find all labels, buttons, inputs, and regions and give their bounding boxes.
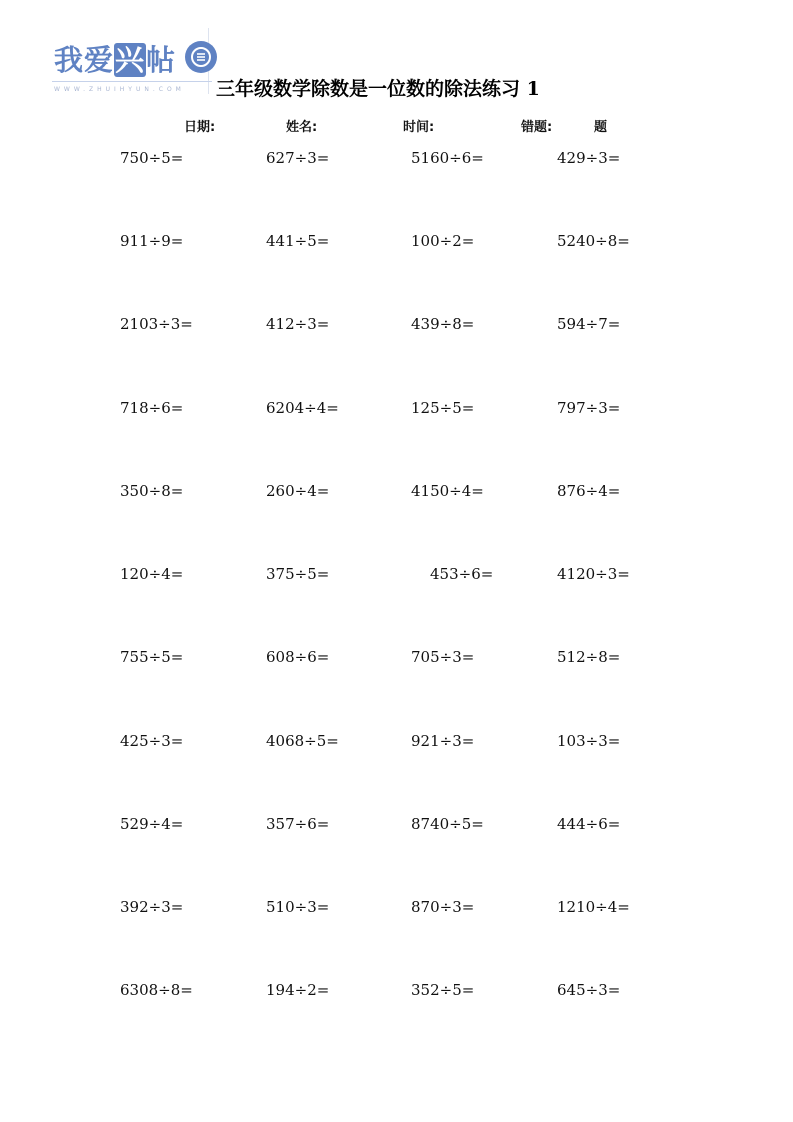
problem: 125÷5= <box>411 399 475 417</box>
logo-brand-text <box>54 38 176 79</box>
problem: 120÷4= <box>120 565 184 583</box>
problem: 4120÷3= <box>557 565 630 583</box>
problem: 429÷3= <box>557 149 621 167</box>
problem: 876÷4= <box>557 482 621 500</box>
problem: 755÷5= <box>120 648 184 666</box>
problem: 645÷3= <box>557 981 621 999</box>
problem: 444÷6= <box>557 815 621 833</box>
problem: 6204÷4= <box>266 399 339 417</box>
problem: 194÷2= <box>266 981 330 999</box>
problem: 797÷3= <box>557 399 621 417</box>
problem: 6308÷8= <box>120 981 193 999</box>
logo-rule <box>52 81 212 82</box>
problem: 529÷4= <box>120 815 184 833</box>
problem: 921÷3= <box>411 732 475 750</box>
errors-unit: 题 <box>594 120 608 135</box>
problem: 911÷9= <box>120 232 184 250</box>
problem: 2103÷3= <box>120 315 193 333</box>
logo-url: WWW.ZHUIHYUN.COM <box>54 86 185 93</box>
problem: 441÷5= <box>266 232 330 250</box>
name-label: 姓名: <box>286 120 318 135</box>
logo-brand-part-a: 我爱 <box>54 43 115 77</box>
time-label: 时间: <box>403 120 435 135</box>
problem: 4068÷5= <box>266 732 339 750</box>
problem: 260÷4= <box>266 482 330 500</box>
logo-brand-part-b: 帖 <box>146 43 177 77</box>
problem: 453÷6= <box>430 565 494 583</box>
problem: 375÷5= <box>266 565 330 583</box>
problem: 350÷8= <box>120 482 184 500</box>
logo-brand-highlight: 兴 <box>115 43 146 77</box>
problem: 510÷3= <box>266 898 330 916</box>
errors-label: 错题: <box>521 120 553 135</box>
problem: 5240÷8= <box>557 232 630 250</box>
problem: 5160÷6= <box>411 149 484 167</box>
page-title: 三年级数学除数是一位数的除法练习 1 <box>216 78 540 100</box>
problem: 512÷8= <box>557 648 621 666</box>
problem: 352÷5= <box>411 981 475 999</box>
problem: 594÷7= <box>557 315 621 333</box>
problem: 705÷3= <box>411 648 475 666</box>
problem: 718÷6= <box>120 399 184 417</box>
problem: 870÷3= <box>411 898 475 916</box>
problem: 608÷6= <box>266 648 330 666</box>
problem: 627÷3= <box>266 149 330 167</box>
problem: 750÷5= <box>120 149 184 167</box>
date-label: 日期: <box>184 120 216 135</box>
problem: 425÷3= <box>120 732 184 750</box>
problem: 1210÷4= <box>557 898 630 916</box>
problem: 8740÷5= <box>411 815 484 833</box>
problem: 357÷6= <box>266 815 330 833</box>
problem: 439÷8= <box>411 315 475 333</box>
problem: 4150÷4= <box>411 482 484 500</box>
problem: 412÷3= <box>266 315 330 333</box>
problem: 100÷2= <box>411 232 475 250</box>
problem: 103÷3= <box>557 732 621 750</box>
logo-badge-icon <box>185 41 217 73</box>
problem: 392÷3= <box>120 898 184 916</box>
watermark-logo <box>48 36 238 106</box>
